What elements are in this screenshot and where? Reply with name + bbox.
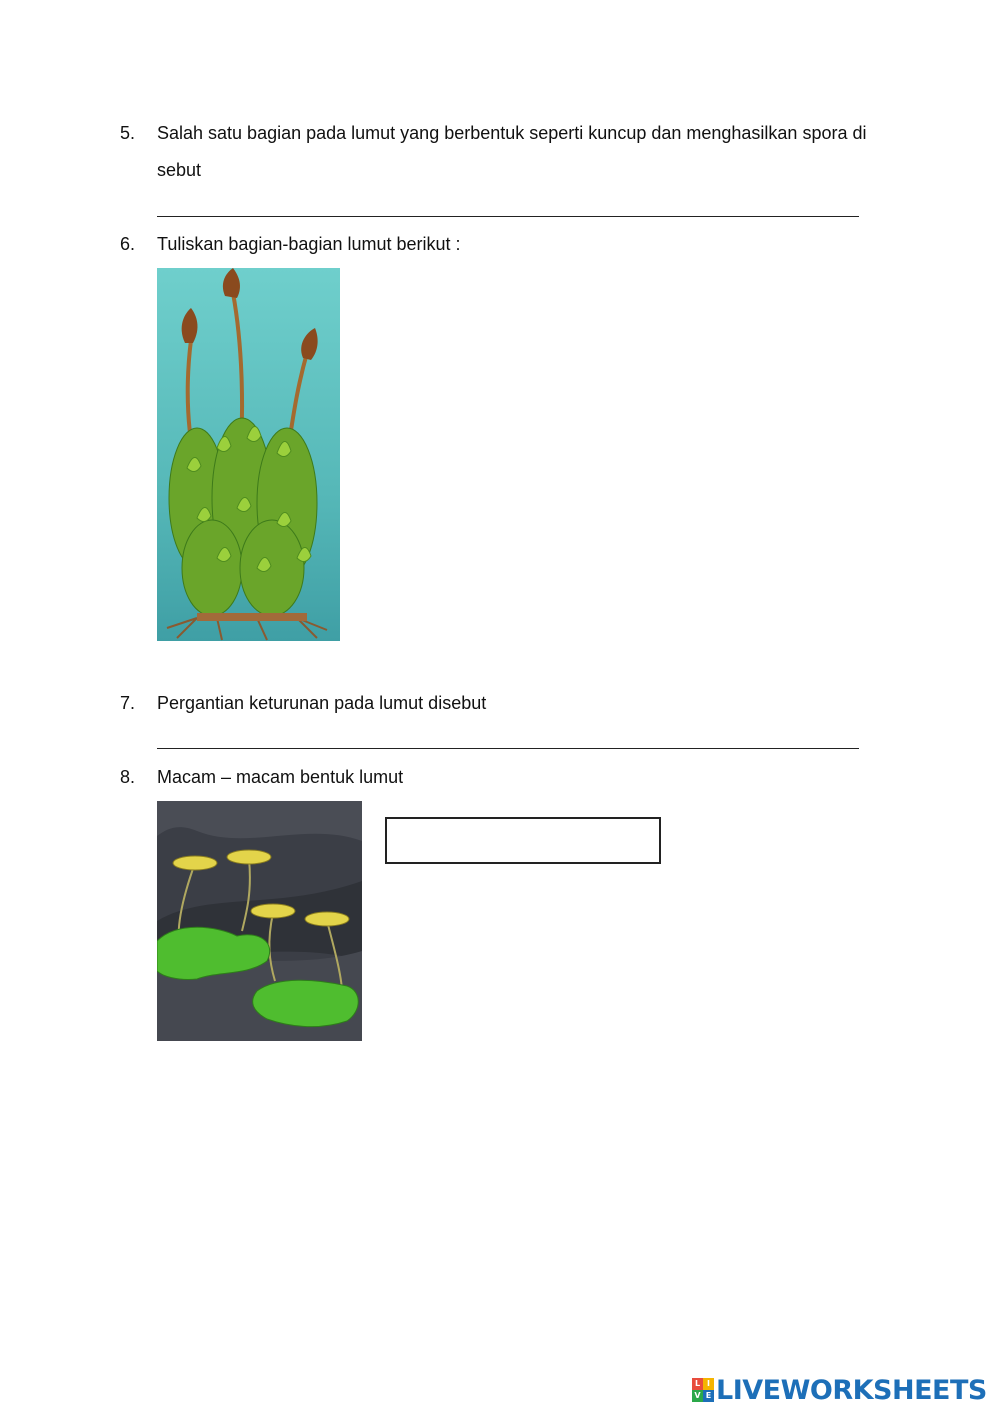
moss-plant-image xyxy=(157,268,340,641)
logo-text: LIVEWORKSHEETS xyxy=(716,1374,987,1406)
logo-letter: E xyxy=(703,1390,714,1402)
question-text: Tuliskan bagian-bagian lumut berikut : xyxy=(157,234,461,254)
liverwort-image xyxy=(157,801,362,1041)
question-number: 7. xyxy=(120,693,136,713)
answer-line-7[interactable] xyxy=(157,748,859,749)
logo-letter: V xyxy=(692,1390,703,1402)
logo-icon xyxy=(692,1378,714,1402)
answer-line-5[interactable] xyxy=(157,216,859,217)
question-text: Pergantian keturunan pada lumut disebut xyxy=(157,693,487,713)
liveworksheets-logo xyxy=(692,1374,987,1406)
answer-box[interactable] xyxy=(385,817,661,864)
question-number: 8. xyxy=(120,767,136,787)
logo-letter: I xyxy=(703,1378,714,1390)
question-text: Salah satu bagian pada lumut yang berbentuk seperti kuncup dan menghasilkan spora di sebut xyxy=(157,123,867,180)
question-number: 6. xyxy=(120,234,136,254)
question-number: 5. xyxy=(120,123,136,143)
question-text: Macam – macam bentuk lumut xyxy=(157,767,404,787)
logo-letter: L xyxy=(692,1378,703,1390)
